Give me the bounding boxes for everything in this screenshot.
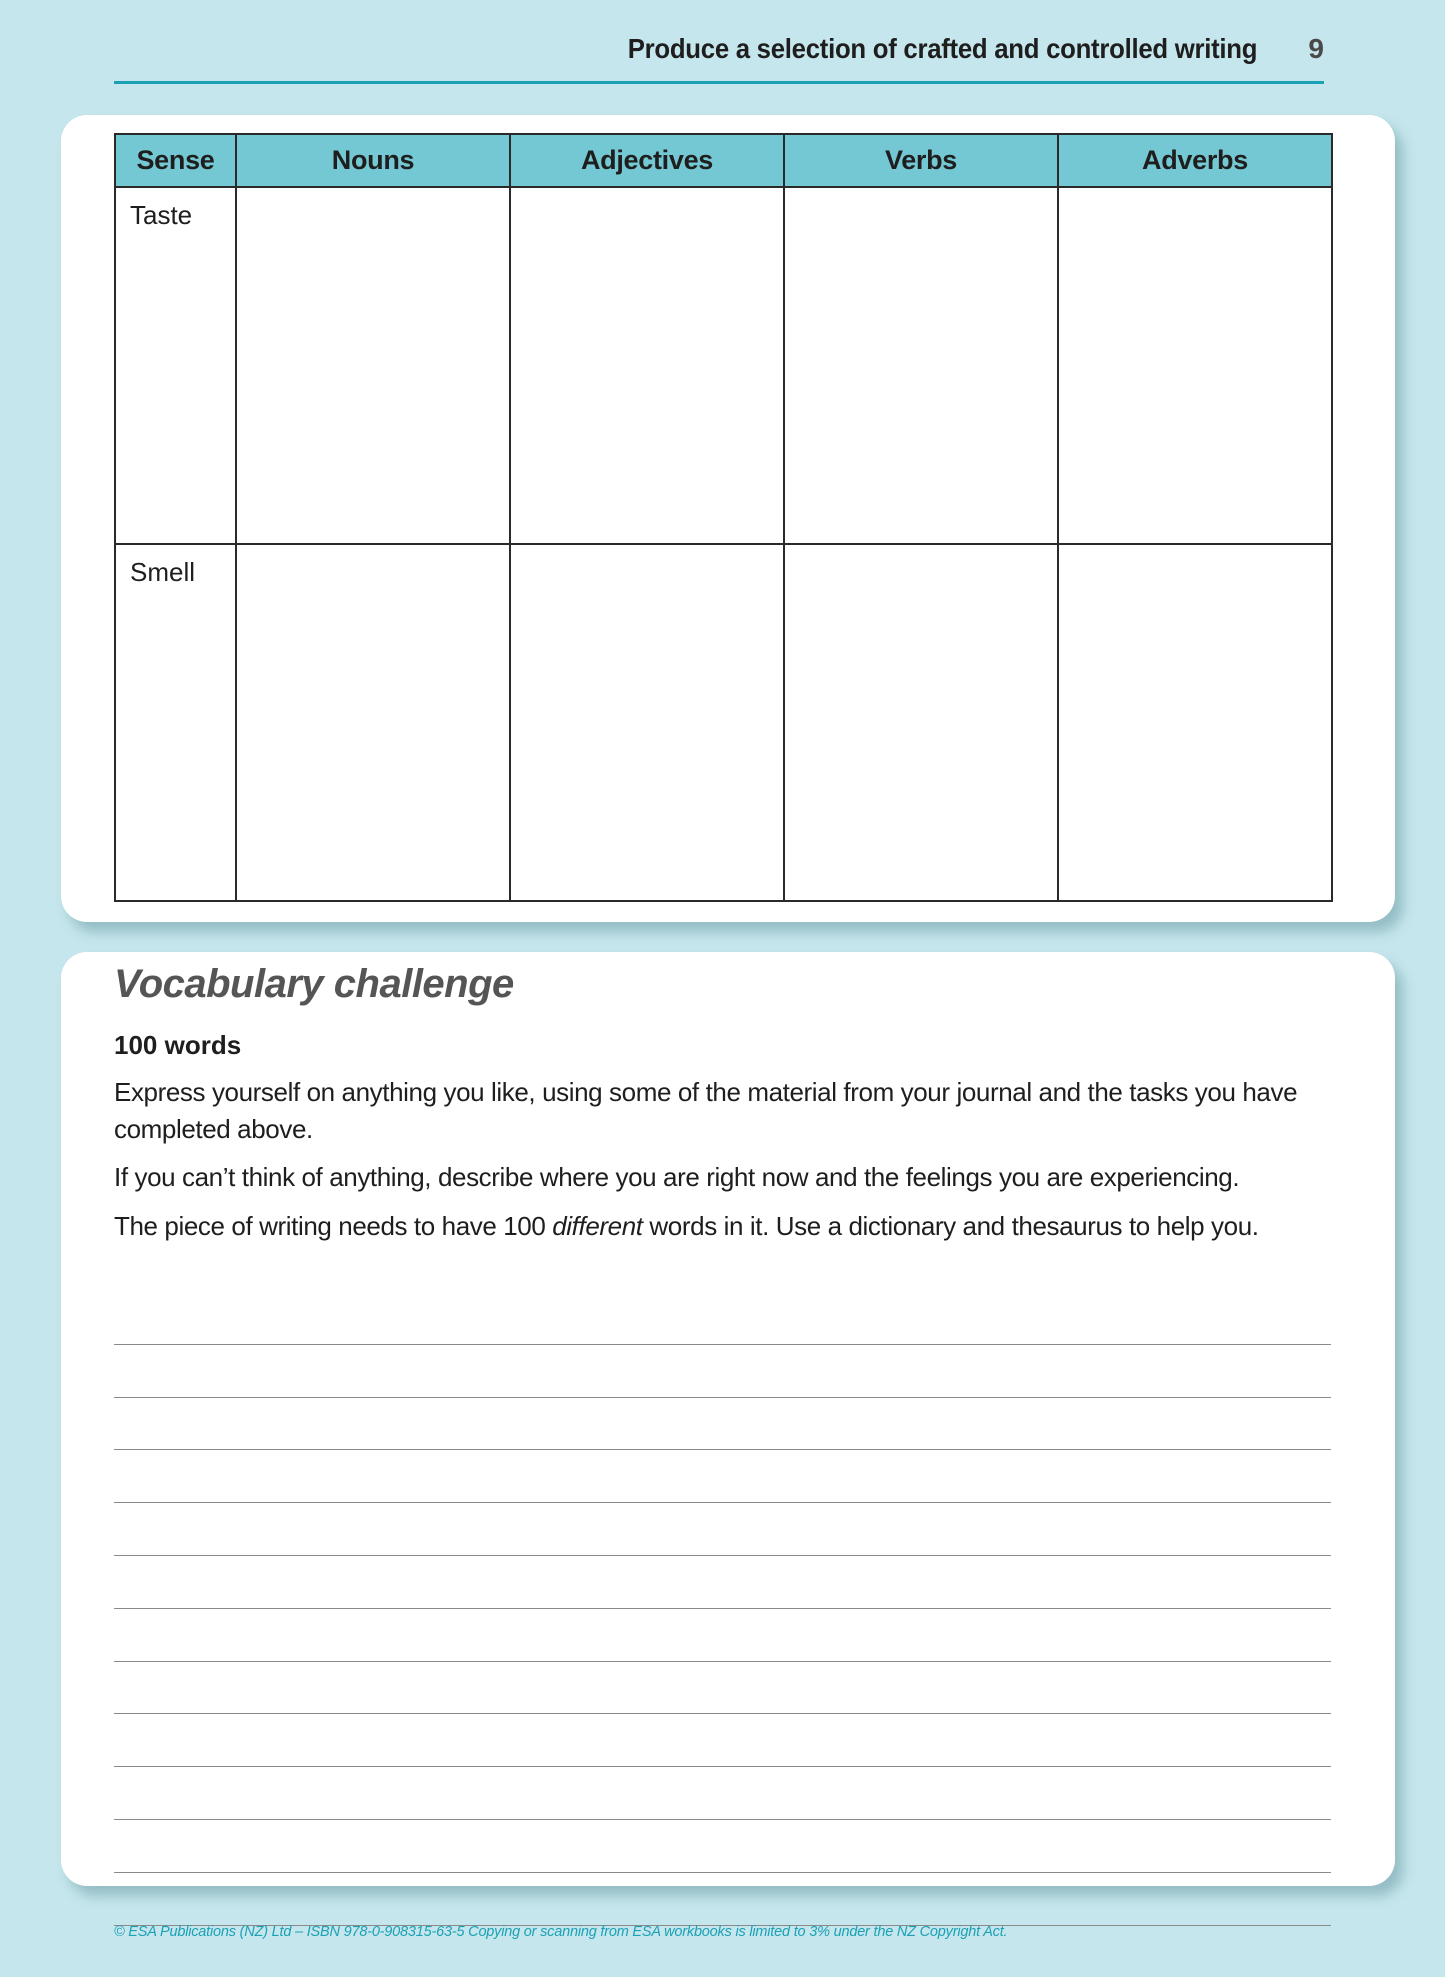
writing-line[interactable]	[114, 1767, 1331, 1820]
sense-table-card	[61, 115, 1395, 922]
smell-adjectives-cell[interactable]	[510, 544, 784, 901]
writing-line[interactable]	[114, 1662, 1331, 1715]
column-header-adjectives: Adjectives	[510, 134, 784, 187]
writing-area[interactable]	[114, 1292, 1331, 1926]
writing-line[interactable]	[114, 1820, 1331, 1873]
instruction-text-end: words in it. Use a dictionary and thesaurus to help you.	[642, 1211, 1259, 1241]
column-header-adverbs: Adverbs	[1058, 134, 1332, 187]
taste-adverbs-cell[interactable]	[1058, 187, 1332, 544]
writing-line[interactable]	[114, 1873, 1331, 1926]
page-header	[114, 30, 1324, 84]
smell-verbs-cell[interactable]	[784, 544, 1058, 901]
instruction-text-start: The piece of writing needs to have 100	[114, 1211, 553, 1241]
writing-line[interactable]	[114, 1714, 1331, 1767]
taste-verbs-cell[interactable]	[784, 187, 1058, 544]
copyright-footer: © ESA Publications (NZ) Ltd – ISBN 978-0-908315-63-5 Copying or scanning from ESA workbooks is limited to 3% under the NZ Copyright Act.	[114, 1924, 1008, 1940]
instruction-paragraph-3	[114, 1208, 1334, 1245]
sense-label-taste: Taste	[115, 187, 236, 544]
column-header-sense: Sense	[115, 134, 236, 187]
column-header-verbs: Verbs	[784, 134, 1058, 187]
column-header-nouns: Nouns	[236, 134, 510, 187]
writing-line[interactable]	[114, 1450, 1331, 1503]
writing-line[interactable]	[114, 1609, 1331, 1662]
vocabulary-challenge-card	[61, 952, 1395, 1886]
table-row-smell	[115, 544, 1332, 901]
taste-nouns-cell[interactable]	[236, 187, 510, 544]
table-row-taste	[115, 187, 1332, 544]
sense-label-smell: Smell	[115, 544, 236, 901]
table-header-row	[115, 134, 1332, 187]
page-number: 9	[1308, 33, 1324, 64]
smell-adverbs-cell[interactable]	[1058, 544, 1332, 901]
writing-line[interactable]	[114, 1503, 1331, 1556]
taste-adjectives-cell[interactable]	[510, 187, 784, 544]
emphasis-different: different	[552, 1211, 643, 1241]
writing-line[interactable]	[114, 1398, 1331, 1451]
smell-nouns-cell[interactable]	[236, 544, 510, 901]
writing-line[interactable]	[114, 1292, 1331, 1345]
word-count-heading: 100 words	[114, 1030, 242, 1060]
header-title: Produce a selection of crafted and controlled writing	[627, 33, 1257, 64]
instruction-paragraph-1: Express yourself on anything you like, using some of the material from your journal and the tasks you have completed above.	[114, 1077, 1298, 1144]
writing-line[interactable]	[114, 1345, 1331, 1398]
instruction-paragraph-2: If you can’t think of anything, describe where you are right now and the feelings you are experiencing.	[114, 1162, 1240, 1192]
writing-line[interactable]	[114, 1556, 1331, 1609]
sense-table	[114, 133, 1333, 902]
section-title: Vocabulary challenge	[114, 962, 514, 1006]
